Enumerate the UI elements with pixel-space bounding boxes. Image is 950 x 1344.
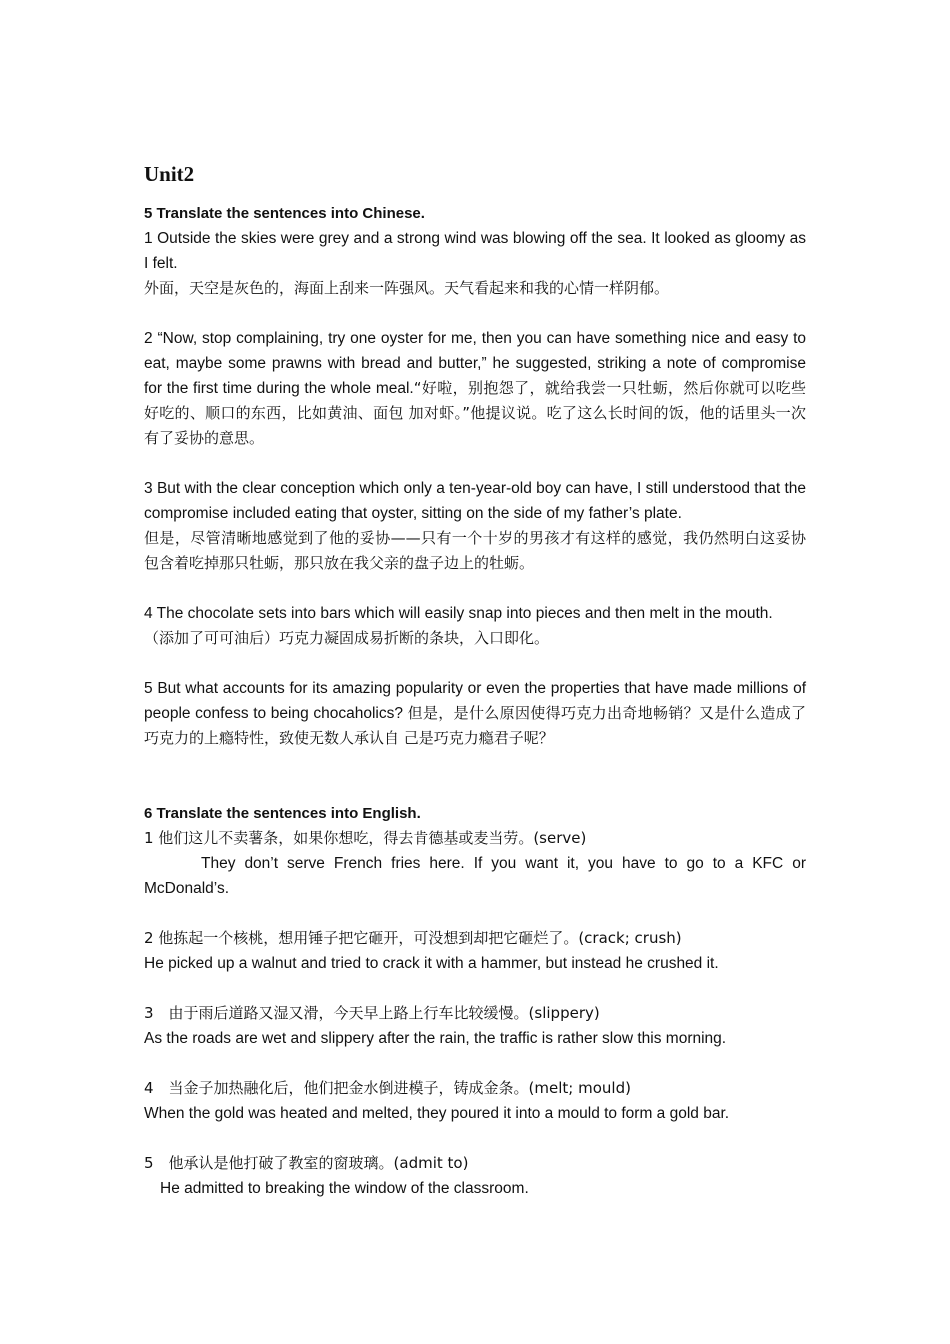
- section-5-heading: 5 Translate the sentences into Chinese.: [144, 205, 425, 222]
- s6-item-3-zh: 3 由于雨后道路又湿又滑，今天早上路上行车比较缓慢。(slippery): [144, 1004, 600, 1022]
- s5-item-4-zh: （添加了可可油后）巧克力凝固成易折断的条块，入口即化。: [144, 629, 550, 647]
- section-6-heading: 6 Translate the sentences into English.: [144, 805, 421, 822]
- unit-title: Unit2: [144, 162, 195, 186]
- s5-item-1-en: 1 Outside the skies were grey and a strong wind was blowing off the sea. It looked as gloomy as I felt.: [144, 230, 806, 272]
- s6-item-1-en: They don’t serve French fries here. If you want it, you have to go to a KFC or McDonald’s.: [144, 855, 806, 897]
- s5-item-2-en: 2 “Now, stop complaining, try one oyster for me, then you can have something nice and easy to eat, maybe some prawns with bread and butter,” he suggested, striking a note of compromise for the first time during the whole meal.: [144, 330, 806, 397]
- s6-item-5-zh: 5 他承认是他打破了教室的窗玻璃。(admit to): [144, 1154, 469, 1172]
- s5-item-4-en: 4 The chocolate sets into bars which will easily snap into pieces and then melt in the mouth.: [144, 605, 773, 622]
- s6-item-5-en: He admitted to breaking the window of the classroom.: [160, 1180, 529, 1197]
- s6-item-1-zh: 1 他们这儿不卖薯条，如果你想吃，得去肯德基或麦当劳。(serve): [144, 829, 587, 847]
- s5-item-5-text: [144, 676, 806, 751]
- s5-item-3-zh: 但是，尽管清晰地感觉到了他的妥协——只有一个十岁的男孩才有这样的感觉，我仍然明白这妥协 包含着吃掉那只牡蛎，那只放在我父亲的盘子边上的牡蛎。: [144, 529, 806, 572]
- s6-item-4-en: When the gold was heated and melted, they poured it into a mould to form a gold bar.: [144, 1105, 730, 1122]
- s5-item-1-zh: 外面，天空是灰色的，海面上刮来一阵强风。天气看起来和我的心情一样阴郁。: [144, 279, 670, 297]
- s5-item-5-en: 5 But what accounts for its amazing popularity or even the properties that have made millions of people confess to being chocaholics?: [144, 680, 806, 722]
- s6-item-2-en: He picked up a walnut and tried to crack it with a hammer, but instead he crushed it.: [144, 955, 719, 972]
- s6-item-3-en: As the roads are wet and slippery after the rain, the traffic is rather slow this morning.: [144, 1030, 727, 1047]
- s5-item-3-en: 3 But with the clear conception which only a ten-year-old boy can have, I still understood that the compromise included eating that oyster, sitting on the side of my father’s plate.: [144, 480, 806, 522]
- s5-item-2-zh: “好啦，别抱怨了，就给我尝一只牡蛎，然后你就可以吃些好吃的、顺口的东西，比如黄油、面包 加对虾。”他提议说。吃了这么长时间的饭，他的话里头一次有了妥协的意思。: [144, 379, 806, 447]
- s5-item-2-text: [144, 326, 806, 451]
- document-page: [144, 158, 806, 1201]
- s5-item-5-zh: 但是，是什么原因使得巧克力出奇地畅销？又是什么造成了巧克力的上瘾特性，致使无数人承认自 己是巧克力瘾君子呢？: [144, 704, 806, 747]
- s6-item-4-zh: 4 当金子加热融化后，他们把金水倒进模子，铸成金条。(melt; mould): [144, 1079, 631, 1097]
- s6-item-2-zh: 2 他拣起一个核桃，想用锤子把它砸开，可没想到却把它砸烂了。(crack; crush): [144, 929, 682, 947]
